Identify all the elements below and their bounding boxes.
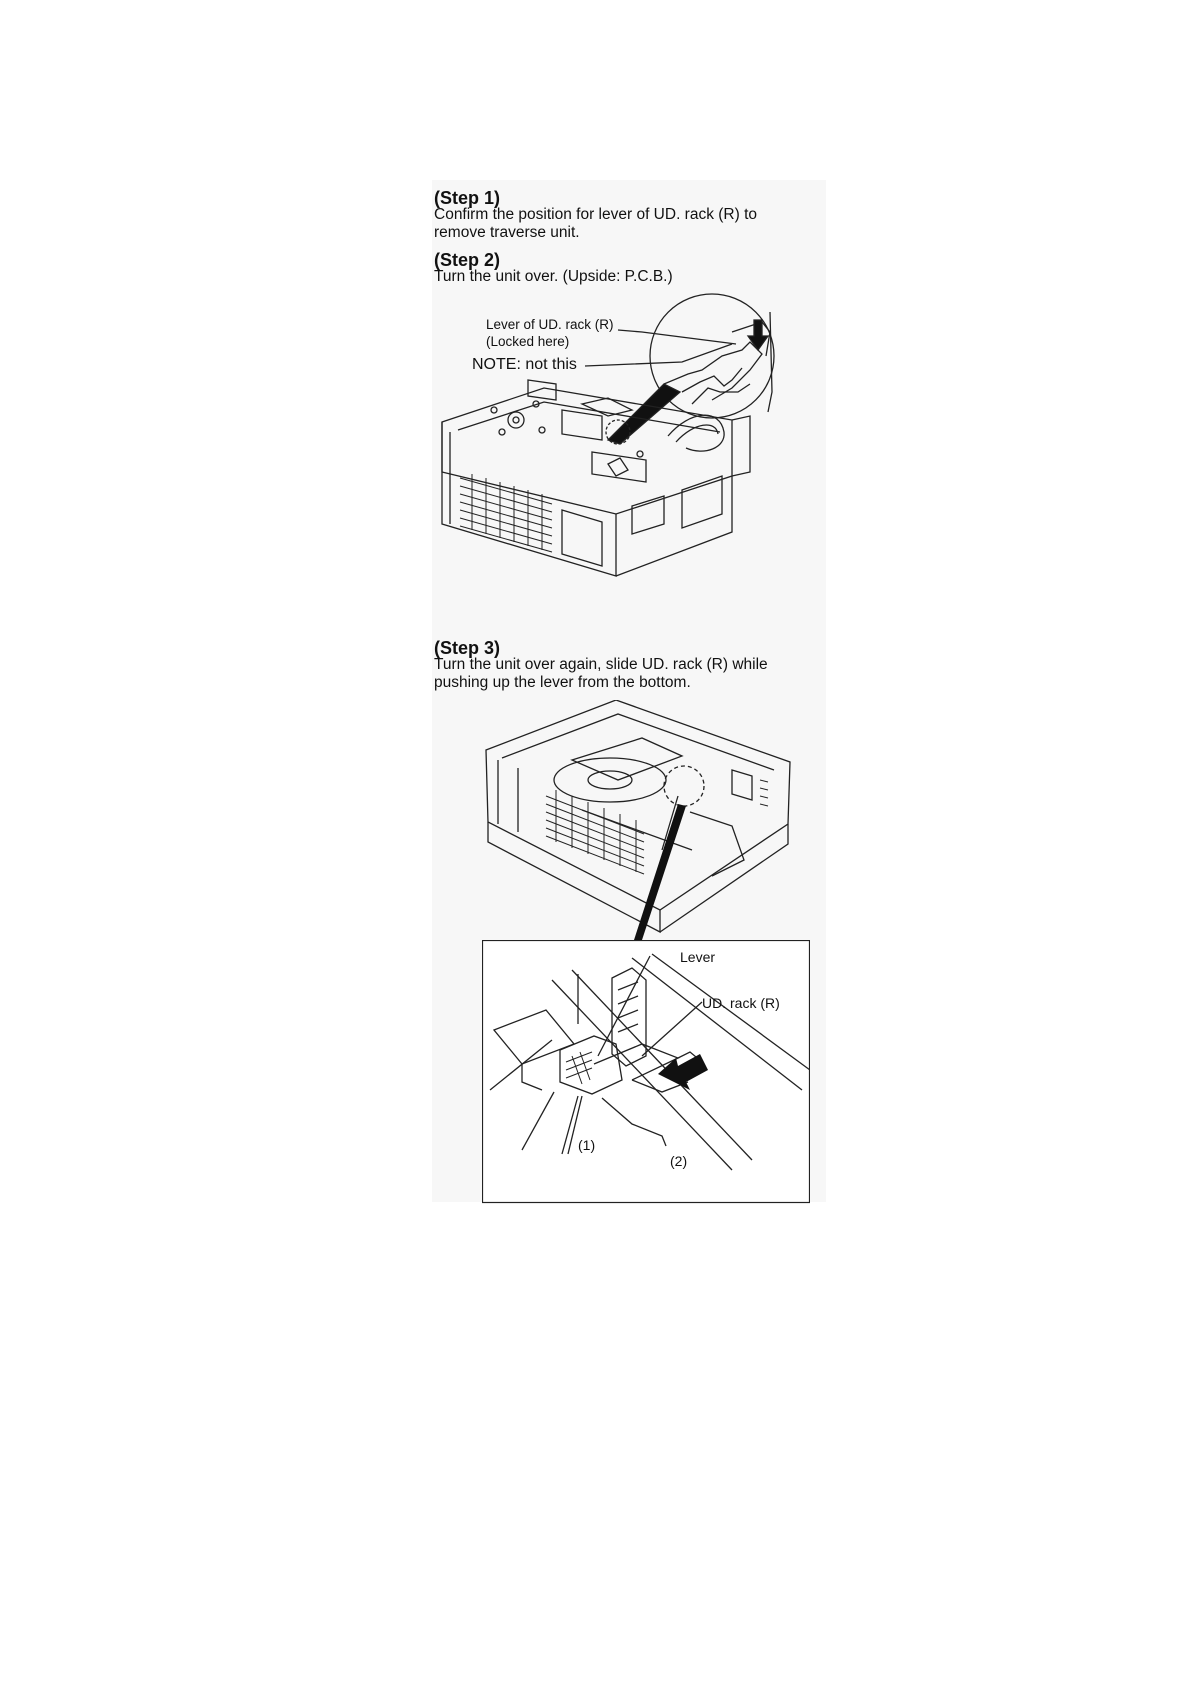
leader-line-lever xyxy=(618,330,736,344)
label-lever: Lever xyxy=(680,949,716,965)
label-ud-rack: UD. rack (R) xyxy=(702,995,780,1011)
step-1-line-1: Confirm the position for lever of UD. rack (R) to xyxy=(434,206,758,223)
callout-lever-line-1: Lever of UD. rack (R) xyxy=(486,317,614,332)
step-1-text xyxy=(434,206,824,242)
step-3-line-2: pushing up the lever from the bottom. xyxy=(434,674,691,691)
detail-circle xyxy=(664,766,704,806)
callout-lever-line-2: (Locked here) xyxy=(486,334,570,349)
label-1: (1) xyxy=(578,1137,596,1153)
leader-line-note xyxy=(585,344,732,366)
step-3-text xyxy=(434,656,824,692)
step-3-line-1: Turn the unit over again, slide UD. rack (R) while xyxy=(434,656,768,673)
step-1-heading: (Step 1) xyxy=(434,188,501,208)
step-2-line-1: Turn the unit over. (Upside: P.C.B.) xyxy=(434,268,673,285)
callout-note: NOTE: not this xyxy=(472,356,577,373)
figure-1-unit-upside xyxy=(432,292,826,622)
step-2-text xyxy=(434,268,824,286)
step-2-heading: (Step 2) xyxy=(434,250,501,270)
figure-2-inset xyxy=(482,940,810,1204)
label-2: (2) xyxy=(670,1153,688,1169)
step-3-heading: (Step 3) xyxy=(434,638,501,658)
figure-2-unit-upright xyxy=(432,700,826,940)
step-1-line-2: remove traverse unit. xyxy=(434,224,580,241)
